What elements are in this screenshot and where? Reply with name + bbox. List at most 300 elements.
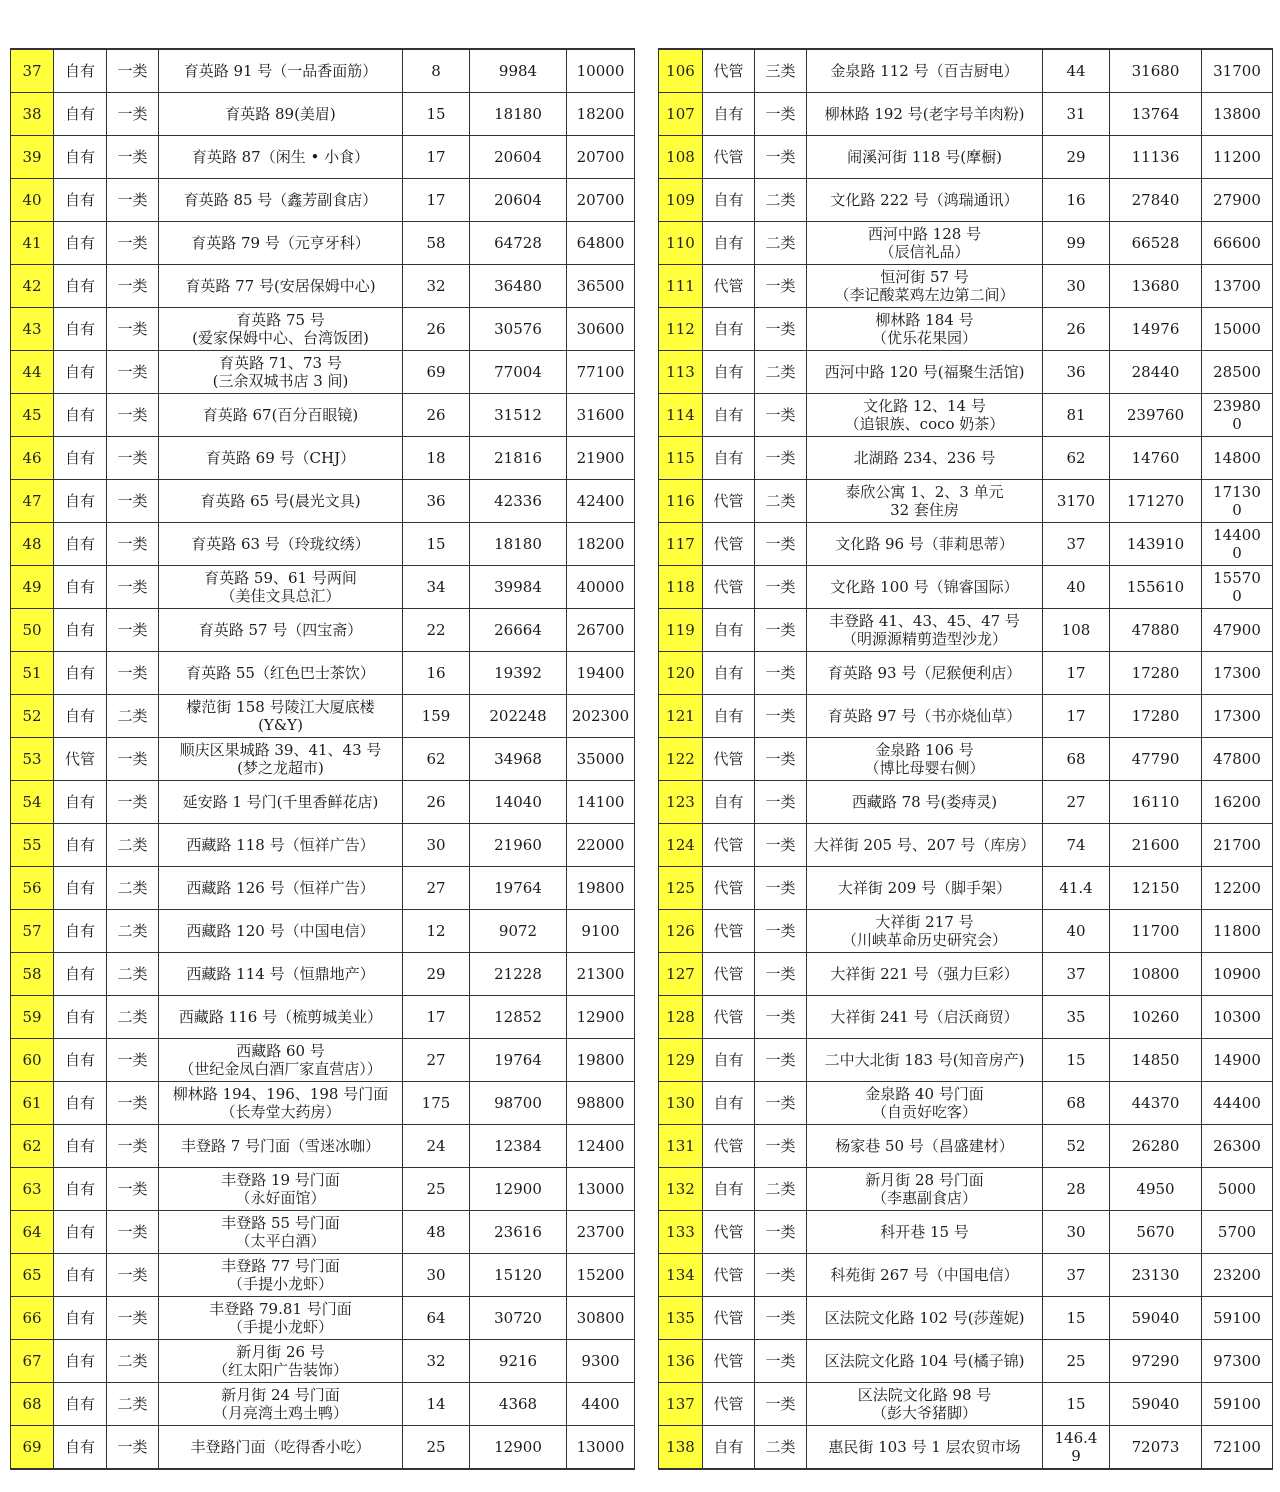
cell-line: 西藏路 78 号(娄痔灵) (851, 793, 998, 811)
ownership-cell: 自有 (703, 652, 755, 695)
row-number-cell: 106 (659, 49, 703, 93)
cell-line: （李惠副食店） (871, 1189, 977, 1207)
property-name-cell (159, 1254, 403, 1297)
ownership-cell: 自有 (703, 1426, 755, 1470)
cell-line: （长寿堂大药房） (220, 1103, 341, 1121)
cell-line: 西藏路 60 号 (236, 1042, 325, 1060)
property-name-cell (159, 996, 403, 1039)
ownership-cell: 自有 (703, 1039, 755, 1082)
cell-line: （美佳文具总汇） (220, 587, 341, 605)
rounded-value-cell: 26300 (1202, 1125, 1273, 1168)
cell-line: (Y&Y) (258, 716, 303, 734)
row-number-cell: 115 (659, 437, 703, 480)
cell-line: 西藏路 126 号（恒祥广告） (186, 879, 375, 897)
rounded-value-cell: 12900 (567, 996, 635, 1039)
table-row (659, 1039, 1273, 1082)
rounded-value-cell: 21300 (567, 953, 635, 996)
rounded-value-cell: 98800 (567, 1082, 635, 1125)
value-cell: 30576 (470, 308, 567, 351)
category-cell: 一类 (755, 738, 807, 781)
row-number-cell: 65 (11, 1254, 54, 1297)
table-row (11, 1383, 635, 1426)
cell-line: 育英路 57 号（四宝斋） (198, 621, 363, 639)
category-cell: 一类 (755, 566, 807, 609)
area-cell: 15 (1043, 1297, 1110, 1340)
area-cell: 48 (403, 1211, 470, 1254)
value-cell: 98700 (470, 1082, 567, 1125)
rounded-value-cell: 18200 (567, 523, 635, 566)
cell-line: （李记酸菜鸡左边第二间） (834, 286, 1015, 304)
cell-line: 32 套住房 (890, 501, 959, 519)
property-name-cell (159, 1211, 403, 1254)
value-cell: 23130 (1110, 1254, 1202, 1297)
property-name-cell (159, 265, 403, 308)
value-cell: 14040 (470, 781, 567, 824)
table-row (659, 1340, 1273, 1383)
property-name-cell (159, 652, 403, 695)
table-row (659, 437, 1273, 480)
area-cell: 15 (1043, 1383, 1110, 1426)
area-cell: 37 (1043, 1254, 1110, 1297)
category-cell: 二类 (755, 1426, 807, 1470)
category-cell: 一类 (755, 996, 807, 1039)
cell-line: 育英路 69 号（CHJ） (205, 449, 356, 467)
value-cell: 4950 (1110, 1168, 1202, 1211)
property-name-cell (159, 93, 403, 136)
row-number-cell: 134 (659, 1254, 703, 1297)
row-number-cell: 113 (659, 351, 703, 394)
table-row (11, 1039, 635, 1082)
area-cell: 108 (1043, 609, 1110, 652)
value-cell: 155610 (1110, 566, 1202, 609)
value-cell: 10260 (1110, 996, 1202, 1039)
area-cell: 52 (1043, 1125, 1110, 1168)
cell-line: 文化路 96 号（菲莉思蒂） (835, 535, 1014, 553)
category-cell: 一类 (107, 738, 159, 781)
area-cell: 58 (403, 222, 470, 265)
row-number-cell: 109 (659, 179, 703, 222)
ownership-cell: 自有 (54, 996, 107, 1039)
cell-line: 育英路 75 号 (236, 311, 325, 329)
area-cell: 40 (1043, 910, 1110, 953)
ownership-cell: 自有 (54, 49, 107, 93)
rounded-value-cell: 22000 (567, 824, 635, 867)
area-cell: 74 (1043, 824, 1110, 867)
rounded-value-cell: 31700 (1202, 49, 1273, 93)
row-number-cell: 127 (659, 953, 703, 996)
category-cell: 一类 (107, 1039, 159, 1082)
rounded-value-cell: 44400 (1202, 1082, 1273, 1125)
ownership-cell: 自有 (703, 308, 755, 351)
category-cell: 二类 (107, 996, 159, 1039)
cell-line: 西藏路 120 号（中国电信） (186, 922, 375, 940)
area-cell: 25 (403, 1168, 470, 1211)
value-cell: 28440 (1110, 351, 1202, 394)
category-cell: 一类 (107, 351, 159, 394)
area-cell: 17 (1043, 652, 1110, 695)
table-row (11, 609, 635, 652)
area-cell: 17 (403, 996, 470, 1039)
row-number-cell: 44 (11, 351, 54, 394)
rounded-value-cell: 17300 (1202, 695, 1273, 738)
row-number-cell: 41 (11, 222, 54, 265)
ownership-cell: 自有 (54, 1383, 107, 1426)
table-row (11, 652, 635, 695)
area-cell: 34 (403, 566, 470, 609)
rounded-value-cell (1202, 394, 1273, 437)
area-cell: 64 (403, 1297, 470, 1340)
row-number-cell: 116 (659, 480, 703, 523)
row-number-cell: 124 (659, 824, 703, 867)
rounded-value-cell: 19800 (567, 867, 635, 910)
category-cell: 二类 (755, 480, 807, 523)
property-name-cell (807, 1340, 1043, 1383)
area-cell: 17 (1043, 695, 1110, 738)
cell-line: 文化路 222 号（鸿瑞通讯） (830, 191, 1019, 209)
table-row (659, 93, 1273, 136)
rounded-value-cell: 23700 (567, 1211, 635, 1254)
ownership-cell: 自有 (54, 1168, 107, 1211)
value-cell: 9216 (470, 1340, 567, 1383)
table-row (11, 49, 635, 93)
category-cell: 一类 (107, 523, 159, 566)
rounded-value-cell: 14900 (1202, 1039, 1273, 1082)
row-number-cell: 114 (659, 394, 703, 437)
table-row (11, 1297, 635, 1340)
table-row (659, 910, 1273, 953)
cell-line: 大祥街 205 号、207 号（库房） (813, 836, 1036, 854)
row-number-cell: 62 (11, 1125, 54, 1168)
rounded-value-cell: 17300 (1202, 652, 1273, 695)
ownership-cell: 代管 (703, 566, 755, 609)
cell-line: 育英路 63 号（玲珑纹绣） (191, 535, 370, 553)
area-cell: 32 (403, 1340, 470, 1383)
ownership-cell: 自有 (54, 179, 107, 222)
table-row (11, 1211, 635, 1254)
rounded-value-cell (1202, 523, 1273, 566)
cell-line: 金泉路 40 号门面 (865, 1085, 984, 1103)
property-name-cell (807, 1125, 1043, 1168)
property-name-cell (807, 781, 1043, 824)
rounded-value-cell: 12200 (1202, 867, 1273, 910)
cell-line: 丰登路 77 号门面 (221, 1257, 340, 1275)
category-cell: 一类 (107, 265, 159, 308)
cell-line: (三余双城书店 3 间) (212, 372, 349, 390)
value-cell: 17280 (1110, 695, 1202, 738)
property-name-cell (807, 953, 1043, 996)
rounded-value-cell: 20700 (567, 136, 635, 179)
ownership-cell: 自有 (703, 781, 755, 824)
ownership-cell: 自有 (54, 437, 107, 480)
cell-line: 15570 (1213, 569, 1261, 587)
rounded-value-cell: 23200 (1202, 1254, 1273, 1297)
category-cell: 一类 (107, 781, 159, 824)
category-cell: 一类 (755, 1211, 807, 1254)
area-cell: 30 (1043, 1211, 1110, 1254)
cell-line: （彭大爷猪脚） (871, 1404, 977, 1422)
rounded-value-cell: 4400 (567, 1383, 635, 1426)
category-cell: 一类 (107, 179, 159, 222)
value-cell: 34968 (470, 738, 567, 781)
area-cell: 30 (403, 824, 470, 867)
property-name-cell (159, 910, 403, 953)
rounded-value-cell: 19400 (567, 652, 635, 695)
rounded-value-cell: 11800 (1202, 910, 1273, 953)
table-row (659, 351, 1273, 394)
rounded-value-cell: 35000 (567, 738, 635, 781)
rounded-value-cell: 18200 (567, 93, 635, 136)
area-cell: 31 (1043, 93, 1110, 136)
value-cell: 31680 (1110, 49, 1202, 93)
table-row (11, 738, 635, 781)
property-name-cell (159, 738, 403, 781)
area-cell (1043, 1426, 1110, 1470)
rounded-value-cell: 11200 (1202, 136, 1273, 179)
ownership-cell: 自有 (703, 93, 755, 136)
property-name-cell (807, 93, 1043, 136)
area-cell: 44 (1043, 49, 1110, 93)
category-cell: 二类 (107, 953, 159, 996)
cell-line: 泰欣公寓 1、2、3 单元 (845, 483, 1004, 501)
value-cell: 26280 (1110, 1125, 1202, 1168)
value-cell: 47790 (1110, 738, 1202, 781)
cell-line: 丰登路 19 号门面 (221, 1171, 340, 1189)
cell-line: 惠民街 103 号 1 层农贸市场 (828, 1438, 1021, 1456)
table-row (11, 695, 635, 738)
property-name-cell (159, 480, 403, 523)
cell-line: （永好面馆） (235, 1189, 326, 1207)
row-number-cell: 61 (11, 1082, 54, 1125)
value-cell: 11700 (1110, 910, 1202, 953)
row-number-cell: 125 (659, 867, 703, 910)
area-cell: 29 (403, 953, 470, 996)
property-name-cell (159, 523, 403, 566)
area-cell: 62 (1043, 437, 1110, 480)
ownership-cell: 代管 (703, 49, 755, 93)
property-name-cell (159, 1082, 403, 1125)
row-number-cell: 42 (11, 265, 54, 308)
cell-line: （辰信礼品） (879, 243, 970, 261)
table-row (659, 308, 1273, 351)
property-name-cell (159, 437, 403, 480)
rounded-value-cell: 42400 (567, 480, 635, 523)
row-number-cell: 38 (11, 93, 54, 136)
category-cell: 一类 (755, 437, 807, 480)
cell-line: 金泉路 112 号（百吉厨电） (830, 62, 1019, 80)
cell-line: 丰登路门面（吃得香小吃） (190, 1438, 371, 1456)
row-number-cell: 60 (11, 1039, 54, 1082)
row-number-cell: 107 (659, 93, 703, 136)
property-name-cell (159, 308, 403, 351)
rounded-value-cell: 10900 (1202, 953, 1273, 996)
value-cell: 14976 (1110, 308, 1202, 351)
rounded-value-cell: 10000 (567, 49, 635, 93)
rounded-value-cell: 19800 (567, 1039, 635, 1082)
category-cell: 一类 (107, 1297, 159, 1340)
table-row (11, 824, 635, 867)
category-cell: 一类 (755, 1082, 807, 1125)
cell-line: 大祥街 241 号（启沃商贸） (830, 1008, 1019, 1026)
table-row (11, 1125, 635, 1168)
value-cell: 36480 (470, 265, 567, 308)
rounded-value-cell: 97300 (1202, 1340, 1273, 1383)
row-number-cell: 37 (11, 49, 54, 93)
row-number-cell: 40 (11, 179, 54, 222)
row-number-cell: 43 (11, 308, 54, 351)
value-cell: 4368 (470, 1383, 567, 1426)
cell-line: 闹溪河街 118 号(摩橱) (847, 148, 1002, 166)
row-number-cell: 130 (659, 1082, 703, 1125)
value-cell: 143910 (1110, 523, 1202, 566)
table-row (11, 1254, 635, 1297)
row-number-cell: 46 (11, 437, 54, 480)
property-name-cell (159, 394, 403, 437)
cell-line: 二中大北街 183 号(知音房产) (824, 1051, 1025, 1069)
ownership-cell: 自有 (703, 351, 755, 394)
property-name-cell (807, 1297, 1043, 1340)
area-cell: 25 (403, 1426, 470, 1470)
cell-line: 育英路 55（红色巴士茶饮） (186, 664, 375, 682)
area-cell: 37 (1043, 523, 1110, 566)
table-row (659, 781, 1273, 824)
ownership-cell: 代管 (703, 738, 755, 781)
area-cell: 175 (403, 1082, 470, 1125)
area-cell: 30 (403, 1254, 470, 1297)
cell-line: （博比母婴右侧） (864, 759, 985, 777)
property-name-cell (159, 179, 403, 222)
value-cell: 19764 (470, 867, 567, 910)
cell-line: (梦之龙超市) (237, 759, 324, 777)
table-row (659, 1211, 1273, 1254)
row-number-cell: 138 (659, 1426, 703, 1470)
area-cell: 3170 (1043, 480, 1110, 523)
category-cell: 一类 (107, 1168, 159, 1211)
category-cell: 一类 (755, 652, 807, 695)
table-row (659, 523, 1273, 566)
property-name-cell (807, 1211, 1043, 1254)
category-cell: 一类 (107, 136, 159, 179)
row-number-cell: 126 (659, 910, 703, 953)
category-cell: 一类 (107, 437, 159, 480)
value-cell: 20604 (470, 179, 567, 222)
category-cell: 一类 (755, 308, 807, 351)
ownership-cell: 代管 (703, 480, 755, 523)
rounded-value-cell: 64800 (567, 222, 635, 265)
category-cell: 一类 (755, 867, 807, 910)
table-row (659, 996, 1273, 1039)
table-row (11, 953, 635, 996)
ownership-cell: 自有 (54, 351, 107, 394)
property-name-cell (807, 609, 1043, 652)
cell-line: 丰登路 79.81 号门面 (209, 1300, 352, 1318)
property-name-cell (807, 179, 1043, 222)
area-cell: 41.4 (1043, 867, 1110, 910)
rounded-value-cell: 31600 (567, 394, 635, 437)
property-name-cell (807, 437, 1043, 480)
value-cell: 23616 (470, 1211, 567, 1254)
table-row (659, 695, 1273, 738)
category-cell: 一类 (755, 1125, 807, 1168)
value-cell: 12900 (470, 1168, 567, 1211)
category-cell: 一类 (107, 1254, 159, 1297)
ownership-cell: 代管 (703, 1383, 755, 1426)
area-cell: 81 (1043, 394, 1110, 437)
row-number-cell: 68 (11, 1383, 54, 1426)
value-cell: 18180 (470, 523, 567, 566)
value-cell: 21960 (470, 824, 567, 867)
ownership-cell: 自有 (54, 1254, 107, 1297)
area-cell: 30 (1043, 265, 1110, 308)
table-row (11, 1426, 635, 1470)
value-cell: 20604 (470, 136, 567, 179)
rounded-value-cell: 21700 (1202, 824, 1273, 867)
ownership-cell: 代管 (703, 1211, 755, 1254)
ownership-cell: 代管 (703, 1297, 755, 1340)
rounded-value-cell: 20700 (567, 179, 635, 222)
row-number-cell: 67 (11, 1340, 54, 1383)
property-name-cell (159, 609, 403, 652)
category-cell: 一类 (107, 480, 159, 523)
cell-line: 新月街 24 号门面 (221, 1386, 340, 1404)
row-number-cell: 69 (11, 1426, 54, 1470)
cell-line: 育英路 77 号(安居保姆中心) (185, 277, 376, 295)
ownership-cell: 自有 (54, 1340, 107, 1383)
value-cell: 21816 (470, 437, 567, 480)
property-name-cell (159, 136, 403, 179)
category-cell: 三类 (755, 49, 807, 93)
property-name-cell (159, 953, 403, 996)
row-number-cell: 118 (659, 566, 703, 609)
row-number-cell: 121 (659, 695, 703, 738)
property-name-cell (807, 738, 1043, 781)
table-row (11, 867, 635, 910)
ownership-cell: 自有 (54, 480, 107, 523)
row-number-cell: 129 (659, 1039, 703, 1082)
ownership-cell: 代管 (703, 910, 755, 953)
rounded-value-cell: 12400 (567, 1125, 635, 1168)
cell-line: （追银族、coco 奶茶） (844, 415, 1005, 433)
table-row (11, 910, 635, 953)
ownership-cell: 自有 (703, 179, 755, 222)
rounded-value-cell: 5000 (1202, 1168, 1273, 1211)
left-table (10, 48, 635, 1470)
area-cell: 12 (403, 910, 470, 953)
value-cell: 202248 (470, 695, 567, 738)
value-cell: 21600 (1110, 824, 1202, 867)
property-name-cell (159, 781, 403, 824)
property-name-cell (807, 996, 1043, 1039)
ownership-cell: 代管 (703, 1254, 755, 1297)
rounded-value-cell: 13700 (1202, 265, 1273, 308)
ownership-cell: 自有 (54, 394, 107, 437)
category-cell: 一类 (107, 1211, 159, 1254)
area-cell: 16 (1043, 179, 1110, 222)
ownership-cell: 自有 (54, 93, 107, 136)
property-name-cell (159, 824, 403, 867)
row-number-cell: 63 (11, 1168, 54, 1211)
property-name-cell (807, 136, 1043, 179)
ownership-cell: 自有 (54, 609, 107, 652)
table-row (659, 1168, 1273, 1211)
ownership-cell: 代管 (703, 867, 755, 910)
area-cell: 14 (403, 1383, 470, 1426)
row-number-cell: 119 (659, 609, 703, 652)
rounded-value-cell: 72100 (1202, 1426, 1273, 1470)
ownership-cell: 自有 (703, 1168, 755, 1211)
property-name-cell (159, 1297, 403, 1340)
property-name-cell (159, 566, 403, 609)
table-row (659, 394, 1273, 437)
